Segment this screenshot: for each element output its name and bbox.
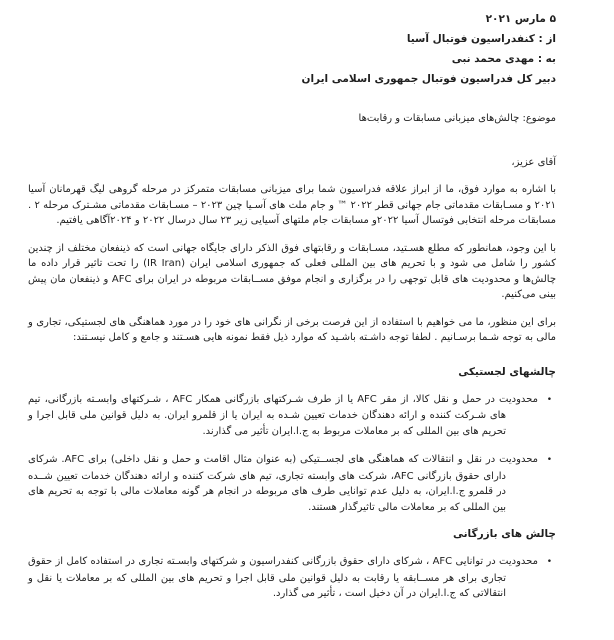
bullet-item-logistics-coordination [28, 452, 552, 515]
bullet-text: محدودیت در توانایی AFC ، شرکای دارای حقوق بازرگانی کنفدراسیون و شرکتهای وابسـته تجاری در استفاده کامل از حقوق تجاری برای هر مســابقه یا رقابت به دلیل قوانین ملی قابل اجرا و تحریم های بین المللی که بر معاملات یا نقل و انتقالاتی که ج.ا.ایران در آن دخیل است ، تأثیر می گذارد. [28, 556, 538, 599]
letter-date: ۵ مارس ۲۰۲۱ [485, 13, 556, 25]
bullet-text: محدودیت در حمل و نقل کالا، از مقر AFC یا از طرف شـرکتهای بازرگانی همکار AFC ، شـرکتهای وابسـته بازرگانی، تیم های شـرکت کننده و ارائه دهندگان خدمات تعیین شـده به ایران یا از قلمرو ایران. به دلیل قوانین ملی قابل اجرا و تحریم های بین المللی که بر معاملات مربوط به ج.ا.ایران تأثیر می گذارند. [28, 393, 538, 437]
paragraph-intro: با اشاره به موارد فوق، ما از ابراز علاقه فدراسیون شما برای میزبانی مسابقات متمرکز در مرحله گروهی لیگ قهرمانان آسیا ۲۰۲۱ و مسـابقات مقدماتی جام جهانی قطر ۲۰۲۲ ™ و جام ملت های آسـیا چین ۲۰۲۳ – مسـابقات مقدماتی مشـترک مرحله ۲ . مسابقات مرحله انتخابی فوتسال آسیا ۲۰۲۲و مسابقات جام ملتهای آسیایی زیر ۲۳ سال درسال ۲۰۲۲ و ۲۰۲۴آگاهی یافتیم. [28, 184, 557, 226]
letter-to-line: به : مهدی محمد نبی [451, 53, 556, 65]
letter-subject: موضوع: چالش‌های میزبانی مسابقات و رقابت‌ها [358, 113, 556, 124]
paragraph-purpose: برای این منظور، ما می خواهیم با استفاده از این فرصت برخی از نگرانی های خود را در مورد هماهنگی های لجستیکی، تجاری و مالی به توجه شـما برسـانیم . لطفا توجه داشـته باشـید که موارد ذیل فقط نمونه هایی هسـتند و جامع و کامل نیسـتند: [28, 316, 556, 343]
letter-from-line: از : کنفدراسیون فوتبال آسیا [406, 33, 556, 45]
section-heading-logistics: چالشهای لجستیکی [458, 365, 556, 378]
section-heading-commercial: چالش های بازرگانی [452, 528, 556, 540]
letter-to-title: دبیر کل فدراسیون فوتبال جمهوری اسلامی ایران [301, 73, 556, 85]
salutation: آقای عزیز، [511, 157, 556, 168]
paragraph-context: با این وجود، همانطور که مطلع هسـتید، مسـابقات و رقابتهای فوق الذکر دارای جایگاه جهانی است که ذینفعان مختلف از چندین کشور را شامل می شود و با تحریم های بین المللی فعلی که جمهوری اسلامی ایران (IR Iran) را تحت تاثیر قرار داده ما چالش‌ها و محدودیت های قابل توجهی را در برگزاری و انجام موفق مســابقات مربوطه در ایران برای AFC و ذینفعان مان پیش بینی می‌کنیم. [28, 242, 557, 300]
letter-header [28, 9, 556, 89]
commercial-bullet-list [28, 554, 556, 602]
bullet-icon: • [546, 394, 552, 405]
bullet-text: محدودیت در نقل و انتقالات که هماهنگی های لجســتیکی (به عنوان مثال اقامت و حمل و نقل داخلی) برای AFC. شرکای دارای حقوق بازرگانی AFC، شرکت های وابسته تجاری، تیم های شرکت کننده و ارائه دهندگان خدمات تعیین شــده در قلمرو ج.ا.ایران، به دلیل عدم توانایی طرف های مربوطه در انجام هر گونه معاملات مالی با توجه به تحریم های بین المللی که بر معاملات مالی تاثیرگذار هستند. [28, 454, 539, 513]
logistics-bullet-list [28, 392, 556, 516]
bullet-icon: • [546, 557, 552, 567]
bullet-item-goods-transport [28, 392, 552, 440]
bullet-item-commercial-rights [28, 554, 552, 602]
bullet-icon: • [546, 455, 553, 465]
